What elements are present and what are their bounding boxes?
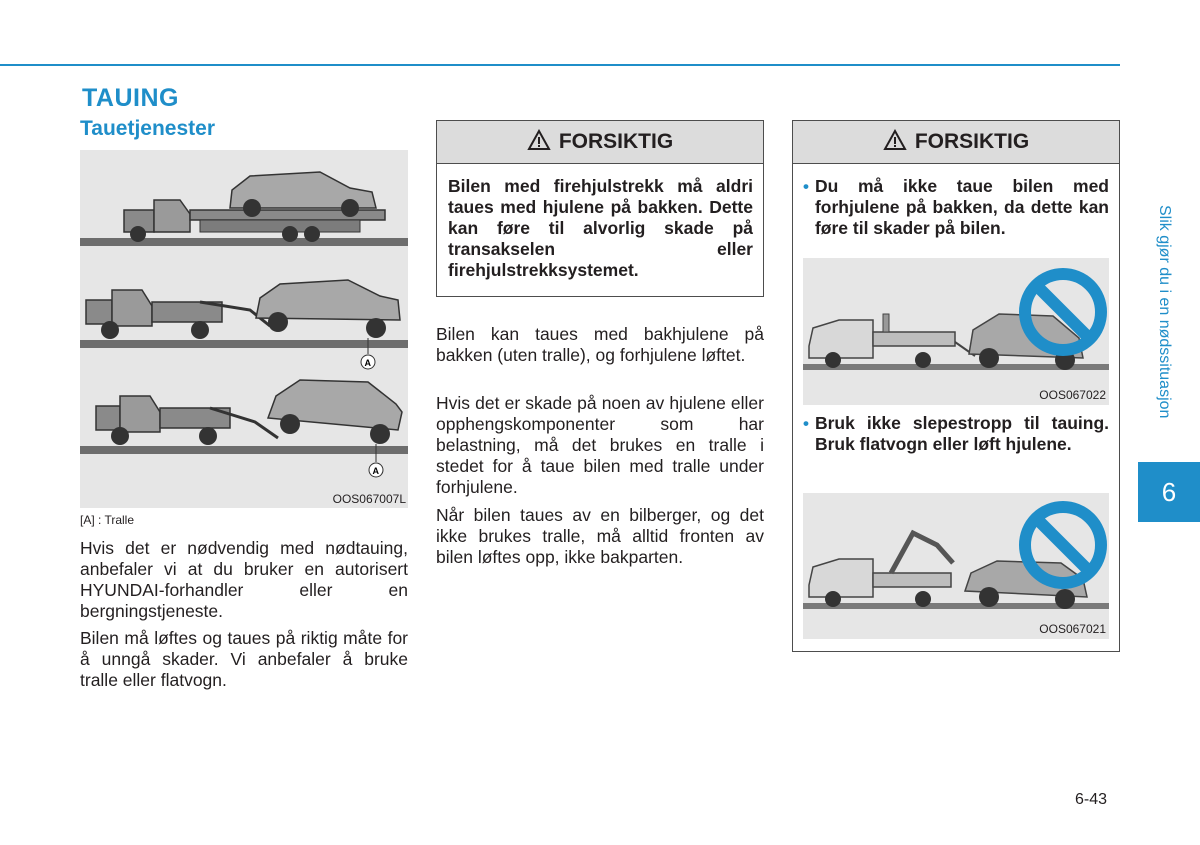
chapter-side-label: Slik gjør du i en nødssituasjon — [1156, 205, 1173, 419]
chapter-side-title — [1151, 205, 1177, 465]
caution-label: FORSIKTIG — [914, 130, 1030, 153]
bullet-item — [793, 413, 1119, 455]
svg-text:A: A — [364, 358, 371, 368]
figure-caption: [A] : Tralle — [80, 513, 135, 527]
warning-triangle-icon — [527, 129, 551, 156]
page-number: 6-43 — [1075, 791, 1108, 808]
bullet-item — [793, 164, 1119, 239]
bullet-text: Du må ikke taue bilen med forhjulene på bakken, da dette kan føre til skader på bilen. — [814, 176, 1109, 238]
bullet-dot-icon: • — [803, 177, 809, 196]
bullet-text: Bruk ikke slepestropp til tauing. Bruk flatvogn eller løft hjulene. — [814, 413, 1109, 454]
tow-truck-icon — [96, 396, 278, 445]
figure-code: OOS067007L — [332, 492, 406, 506]
figure-code: OOS067021 — [1039, 622, 1106, 636]
prohibited-flatbed-front-wheels-illustration — [803, 258, 1109, 405]
caution-header — [437, 121, 763, 164]
towed-suv-icon — [256, 280, 400, 338]
svg-text:A: A — [372, 466, 379, 476]
caution-label: FORSIKTIG — [558, 130, 674, 153]
caution-box — [436, 120, 764, 297]
bullet-dot-icon: • — [803, 414, 809, 433]
lifted-suv-icon — [268, 380, 402, 444]
wheel-lift-truck-icon — [86, 290, 270, 339]
chapter-tab: 6 — [1138, 462, 1200, 522]
body-paragraph: Hvis det er nødvendig med nødtauing, anbefaler vi at du bruker en autorisert HYUNDAI-forhandler eller en bergningstjeneste. — [80, 538, 408, 621]
tow-truck-icon — [809, 533, 953, 607]
caution-text: Bilen med firehjulstrekk må aldri taues med hjulene på bakken. Dette kan føre til alvorlig skade på transakselen eller firehjulstrekksystemet. — [448, 176, 753, 280]
tow-methods-illustration — [80, 150, 408, 508]
warning-triangle-icon — [883, 129, 907, 156]
figure-code: OOS067022 — [1039, 388, 1106, 402]
flatbed-truck-icon — [809, 314, 975, 368]
header-rule — [0, 64, 1120, 66]
body-paragraph: Bilen kan taues med bakhjulene på bakken (uten tralle), og forhjulene løftet. — [436, 324, 764, 365]
body-paragraph: Bilen må løftes og taues på riktig måte for å unngå skader. Vi anbefaler å bruke tralle eller flatvogn. — [80, 628, 408, 690]
caution-header — [793, 121, 1119, 164]
body-paragraph: Når bilen taues av en bilberger, og det ikke brukes tralle, må alltid fronten av bilen løftes opp, ikke bakparten. — [436, 505, 764, 567]
body-paragraph: Hvis det er skade på noen av hjulene eller opphengskomponenter som har belastning, må det brukes en tralle i stedet for å taue bilen med tralle under forhjulene. — [436, 393, 764, 497]
prohibited-sling-tow-illustration — [803, 493, 1109, 639]
caution-box — [792, 120, 1120, 652]
subsection-title: Tauetjenester — [80, 117, 215, 140]
section-title: TAUING — [82, 84, 179, 112]
